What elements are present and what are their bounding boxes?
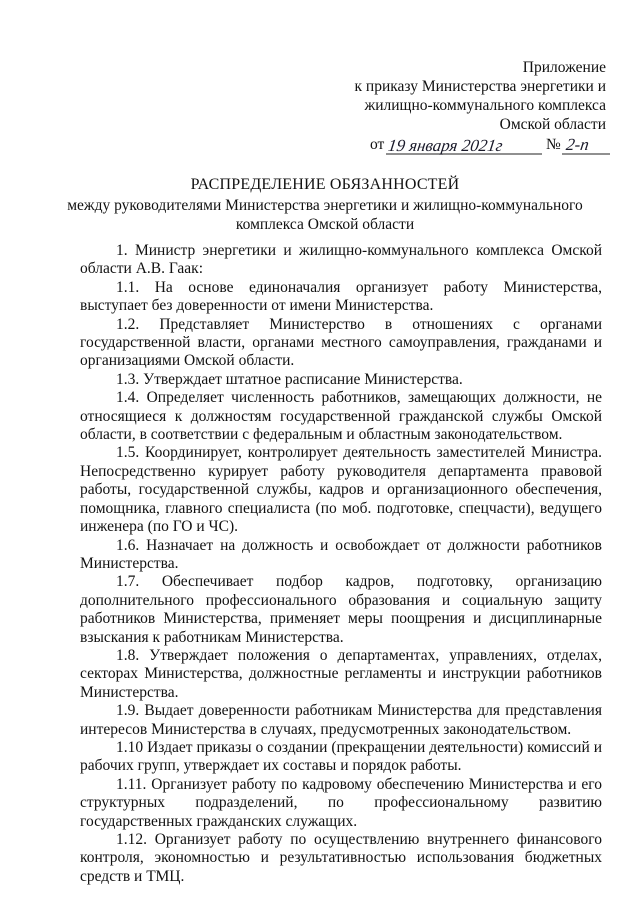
paragraph: 1.12. Организует работу по осуществлению внутреннего финансового контроля, экономностью и результативностью использования бюджетных средств и ТМЦ. xyxy=(80,831,602,885)
handwritten-date: 19 января 2021г xyxy=(386,136,504,155)
paragraph: 1.1. На основе единоначалия организует работу Министерства, выступает без доверенности от имени Министерства. xyxy=(80,278,602,315)
appendix-header xyxy=(320,58,606,134)
subtitle-line: комплекса Омской области xyxy=(235,216,415,233)
appendix-ministry-line: жилищно-коммунального комплекса xyxy=(364,97,606,114)
paragraph: 1.9. Выдает доверенности работникам Министерства для представления интересов Министерства в случаях, предусмотренных законодательством. xyxy=(80,702,602,738)
paragraph: 1.2. Представляет Министерство в отношениях с органами государственной власти, органами местного самоуправления, гражданами и организациями Омской области. xyxy=(80,315,602,370)
appendix-label: Приложение xyxy=(522,59,606,76)
paragraph: 1.3. Утверждает штатное расписание Министерства. xyxy=(116,370,463,388)
document-title: РАСПРЕДЕЛЕНИЕ ОБЯЗАННОСТЕЙ xyxy=(190,176,460,193)
paragraph: 1.4. Определяет численность работников, замещающих должности, не относящиеся к должностям государственной гражданской службы Омской области, в соответствии с федеральным и областным законодательством. xyxy=(80,389,602,444)
appendix-region-line: Омской области xyxy=(499,116,606,133)
handwritten-order-stamp xyxy=(370,132,620,162)
paragraph: 1.5. Координирует, контролирует деятельность заместителей Министра. Непосредственно курирует работу руководителя департамента правовой работы, государственной службы, кадров и организационного обеспечения, помощника, главного специалиста (по моб. подготовке, спецчасти), ведущего инженера (по ГО и ЧС). xyxy=(80,444,602,536)
paragraph: 1.10 Издает приказы о создании (прекращении деятельности) комиссий и рабочих групп, утверждает их составы и порядок работы. xyxy=(80,738,602,775)
subtitle-line: между руководителями Министерства энергетики и жилищно-коммунального xyxy=(67,197,583,214)
paragraph: 1.7. Обеспечивает подбор кадров, подготовку, организацию дополнительного профессионального образования и социальную защиту работников Министерства, применяет меры поощрения и дисциплинарные взыскания к работникам Министерства. xyxy=(80,573,602,646)
document-body xyxy=(80,242,602,886)
handwritten-number: 2-п xyxy=(564,135,591,154)
order-number-label: № xyxy=(546,136,561,153)
appendix-order-line: к приказу Министерства энергетики и xyxy=(354,78,606,95)
paragraph: 1.6. Назначает на должность и освобождает от должности работников Министерства. xyxy=(80,536,602,572)
order-prefix: от xyxy=(370,136,385,153)
order-date-number xyxy=(370,132,620,162)
paragraph: 1.11. Организует работу по кадровому обеспечению Министерства и его структурных подразделений, по профессиональному развитию государственных гражданских служащих. xyxy=(80,775,602,830)
paragraph: 1. Министр энергетики и жилищно-коммунального комплекса Омской области А.В. Гаак: xyxy=(80,242,602,278)
document-subtitle xyxy=(60,196,590,234)
paragraph: 1.8. Утверждает положения о департаментах, управлениях, отделах, секторах Министерства, должностные регламенты и инструкции работников Министерства. xyxy=(80,646,602,701)
